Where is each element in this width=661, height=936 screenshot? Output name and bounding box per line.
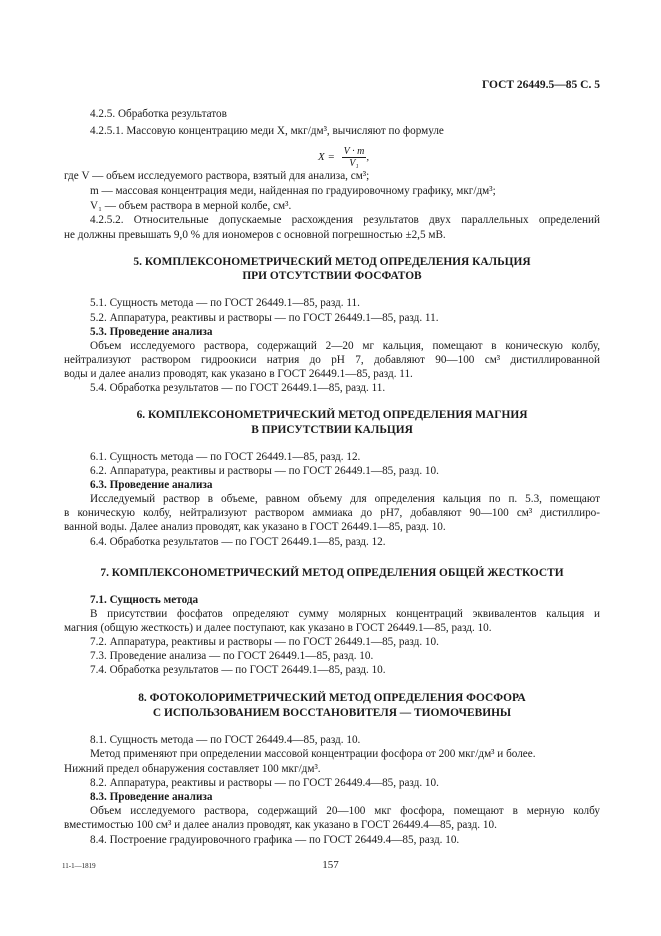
formula-numerator: V · m <box>343 146 365 157</box>
section-title: 8. ФОТОКОЛОРИМЕТРИЧЕСКИЙ МЕТОД ОПРЕДЕЛЕНИЯ ФОСФОРА <box>138 692 526 704</box>
paragraph: 8.1. Сущность метода — по ГОСТ 26449.4—85, разд. 10. <box>90 734 361 746</box>
paragraph: магния (общую жесткость) и далее поступают, как указано в ГОСТ 26449.1—85, разд. 10. <box>64 622 492 634</box>
formula-lhs: X = <box>318 151 335 164</box>
paragraph: 8.2. Аппаратура, реактивы и растворы — по ГОСТ 26449.4—85, разд. 10. <box>90 777 439 789</box>
paragraph: V₁ — объем раствора в мерной колбе, см³. <box>90 200 292 212</box>
section-title: 6. КОМПЛЕКСОНОМЕТРИЧЕСКИЙ МЕТОД ОПРЕДЕЛЕНИЯ МАГНИЯ <box>136 409 528 421</box>
paragraph: 5.2. Аппаратура, реактивы и растворы — по ГОСТ 26449.1—85, разд. 11. <box>90 312 439 324</box>
paragraph: 6.1. Сущность метода — по ГОСТ 26449.1—85, разд. 12. <box>90 451 361 463</box>
paragraph: Нижний предел обнаружения составляет 100 мкг/дм³. <box>64 763 321 775</box>
paragraph: 6.2. Аппаратура, реактивы и растворы — по ГОСТ 26449.1—85, разд. 10. <box>90 465 439 477</box>
section-title: 5. КОМПЛЕКСОНОМЕТРИЧЕСКИЙ МЕТОД ОПРЕДЕЛЕНИЯ КАЛЬЦИЯ <box>133 256 531 268</box>
formula-tail: , <box>366 151 370 164</box>
paragraph: В присутствии фосфатов определяют сумму молярных концентраций эквивалентов кальция и <box>90 608 600 620</box>
paragraph: m — массовая концентрация меди, найденная по градуировочному графику, мкг/дм³; <box>90 185 496 197</box>
paragraph: 7.3. Проведение анализа — по ГОСТ 26449.1—85, разд. 10. <box>90 650 374 662</box>
paragraph: 4.2.5. Обработка результатов <box>90 108 227 120</box>
paragraph: Исследуемый раствор в объеме, равном объему для определения кальция по п. 5.3, помещают <box>90 493 600 505</box>
section-title: С ИСПОЛЬЗОВАНИЕМ ВОССТАНОВИТЕЛЯ — ТИОМОЧЕВИНЫ <box>152 707 512 719</box>
subsection-title: 7.1. Сущность метода <box>90 594 199 606</box>
paragraph: 5.1. Сущность метода — по ГОСТ 26449.1—85, разд. 11. <box>90 297 360 309</box>
paragraph: 7.4. Обработка результатов — по ГОСТ 26449.1—85, разд. 10. <box>90 664 386 676</box>
formula-fraction <box>342 146 370 169</box>
paragraph: Объем исследуемого раствора, содержащий 20—100 мкг фосфора, помещают в мерную колбу <box>90 805 600 817</box>
paragraph: вместимостью 100 см³ и далее анализ проводят, как указано в ГОСТ 26449.4—85, разд. 10. <box>64 819 497 831</box>
formula <box>318 146 369 169</box>
formula-denominator: V₁ <box>349 158 359 169</box>
paragraph: воды и далее анализ проводят, как указано в ГОСТ 26449.1—85, разд. 11. <box>64 368 413 380</box>
paragraph: 4.2.5.2. Относительные допускаемые расхождения результатов двух параллельных определений <box>90 214 600 226</box>
print-code: 11-1—1819 <box>62 862 96 870</box>
paragraph: 6.4. Обработка результатов — по ГОСТ 26449.1—85, разд. 12. <box>90 536 386 548</box>
page-header: ГОСТ 26449.5—85 С. 5 <box>481 79 600 91</box>
paragraph: Объем исследуемого раствора, содержащий 2—20 мг кальция, помещают в коническую колбу, <box>90 340 600 352</box>
paragraph: не должны превышать 9,0 % для иономеров с основной погрешностью ±2,5 мВ. <box>64 229 446 241</box>
paragraph: 5.4. Обработка результатов — по ГОСТ 26449.1—85, разд. 11. <box>90 382 386 394</box>
section-title: ПРИ ОТСУТСТВИИ ФОСФАТОВ <box>242 270 422 282</box>
paragraph: ванной воды. Далее анализ проводят, как указано в ГОСТ 26449.1—85, разд. 10. <box>64 521 446 533</box>
section-title: В ПРИСУТСТВИИ КАЛЬЦИЯ <box>251 424 413 436</box>
paragraph: где V — объем исследуемого раствора, взятый для анализа, см³; <box>64 170 370 182</box>
paragraph: в коническую колбу, нейтрализуют раствором аммиака до pH7, добавляют 90—100 см³ дистиллиро- <box>64 507 600 519</box>
paragraph: нейтрализуют раствором гидроокиси натрия до pH 7, добавляют 90—100 см³ дистиллированной <box>64 354 600 366</box>
section-title: 7. КОМПЛЕКСОНОМЕТРИЧЕСКИЙ МЕТОД ОПРЕДЕЛЕНИЯ ОБЩЕЙ ЖЕСТКОСТИ <box>100 567 564 579</box>
page-number: 157 <box>322 859 339 871</box>
paragraph: 7.2. Аппаратура, реактивы и растворы — по ГОСТ 26449.1—85, разд. 10. <box>90 636 439 648</box>
paragraph: 4.2.5.1. Массовую концентрацию меди X, мкг/дм³, вычисляют по формуле <box>90 125 444 137</box>
subsection-title: 5.3. Проведение анализа <box>90 326 213 338</box>
paragraph: 8.4. Построение градуировочного графика — по ГОСТ 26449.4—85, разд. 10. <box>90 834 460 846</box>
subsection-title: 6.3. Проведение анализа <box>90 479 213 491</box>
subsection-title: 8.3. Проведение анализа <box>90 791 213 803</box>
paragraph: Метод применяют при определении массовой концентрации фосфора от 200 мкг/дм³ и более. <box>90 748 536 760</box>
